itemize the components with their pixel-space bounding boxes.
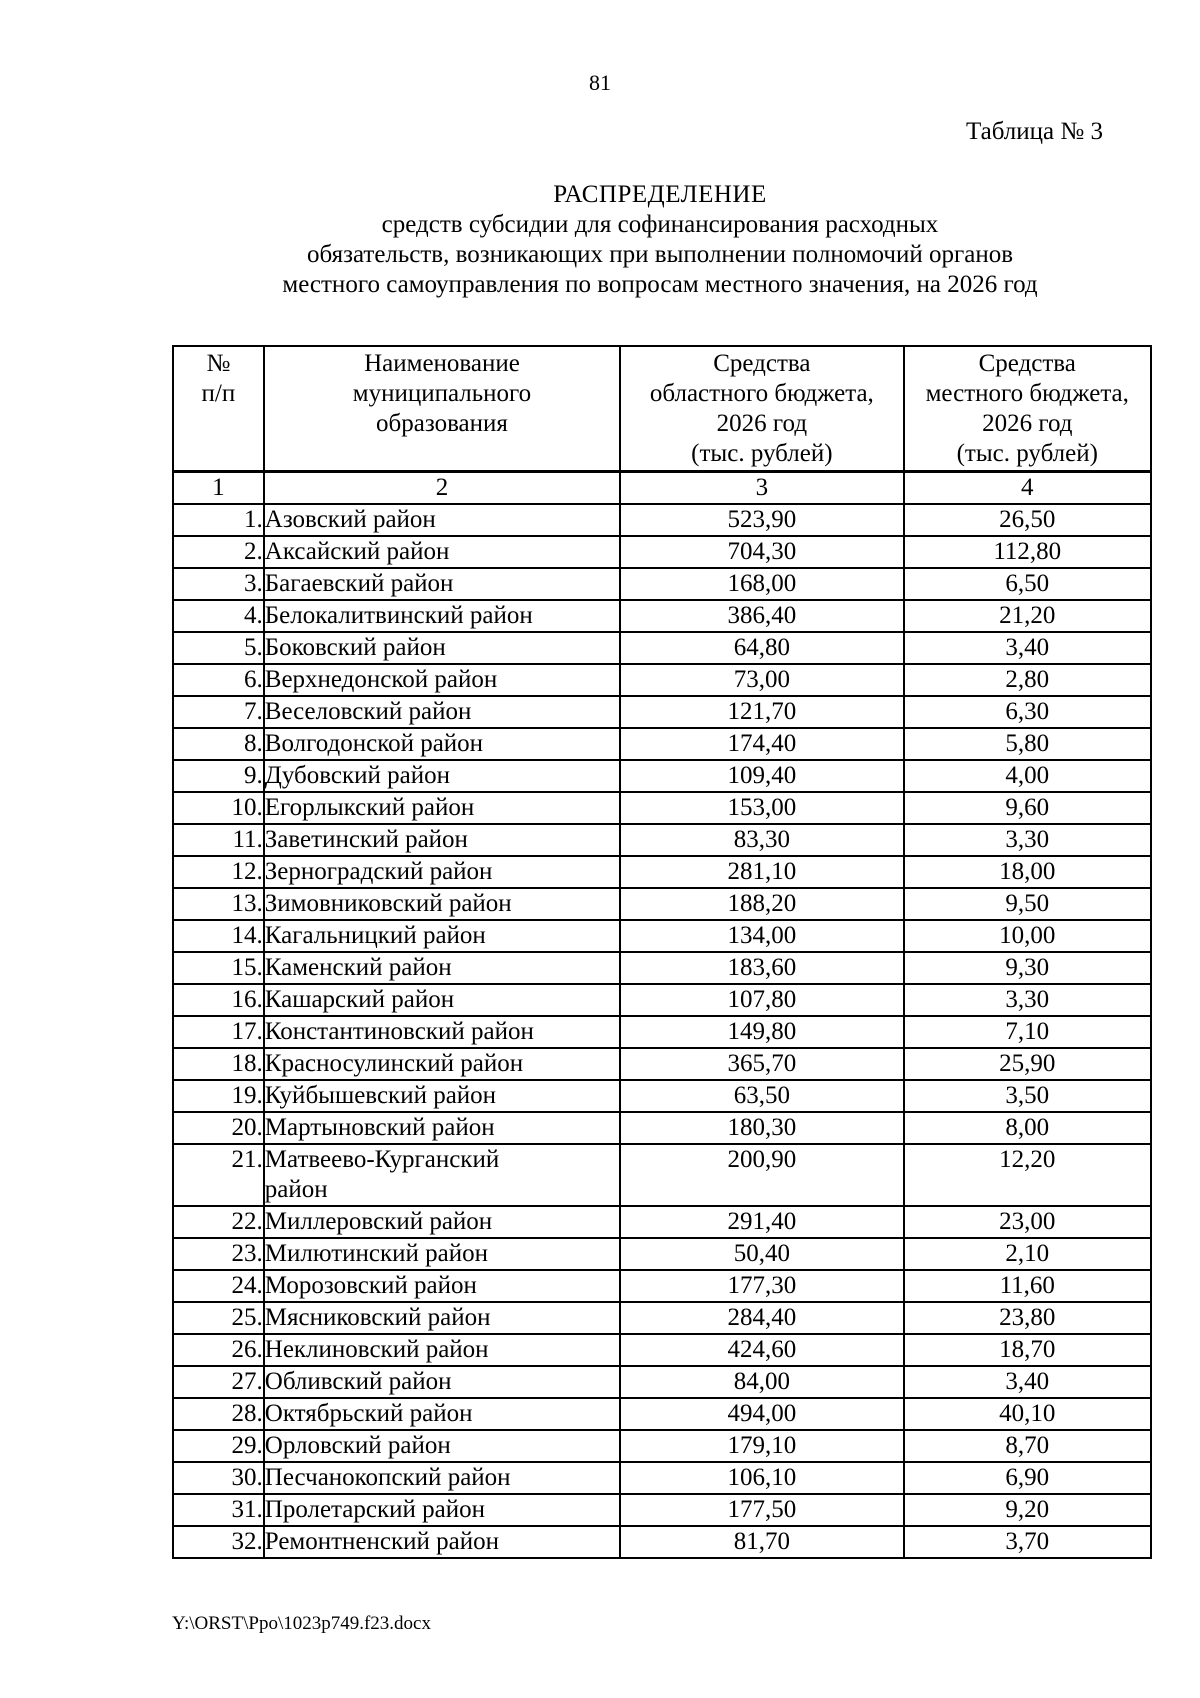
municipality-name xyxy=(264,1494,620,1526)
local-budget-value: 10,00 xyxy=(904,920,1151,952)
local-budget-value: 3,30 xyxy=(904,984,1151,1016)
row-number: 13. xyxy=(173,888,264,920)
column-index: 4 xyxy=(904,472,1151,505)
table-row xyxy=(173,1366,1151,1398)
municipality-name-line: Боковский район xyxy=(264,634,446,661)
municipality-name xyxy=(264,728,620,760)
local-budget-value: 12,20 xyxy=(904,1144,1151,1206)
municipality-name xyxy=(264,536,620,568)
local-budget-value: 6,30 xyxy=(904,696,1151,728)
local-budget-value: 8,70 xyxy=(904,1430,1151,1462)
municipality-name-line: Песчанокопский район xyxy=(264,1464,511,1491)
row-number: 2. xyxy=(173,536,264,568)
municipality-name xyxy=(264,600,620,632)
municipality-name xyxy=(264,824,620,856)
header-municipality: Наименование муниципального образования xyxy=(264,346,620,472)
table-row xyxy=(173,1398,1151,1430)
column-index: 1 xyxy=(173,472,264,505)
municipality-name-line: Миллеровский район xyxy=(264,1208,493,1235)
municipality-name-line: Милютинский район xyxy=(264,1240,488,1267)
municipality-name-line: Константиновский район xyxy=(264,1018,534,1045)
row-number: 8. xyxy=(173,728,264,760)
municipality-name-line: район xyxy=(264,1176,328,1203)
row-number: 10. xyxy=(173,792,264,824)
footer-file-path: Y:\ORST\Ppo\1023p749.f23.docx xyxy=(172,1613,431,1634)
row-number: 16. xyxy=(173,984,264,1016)
municipality-name-line: Егорлыкский район xyxy=(264,794,475,821)
regional-budget-value: 365,70 xyxy=(620,1048,903,1080)
row-number: 24. xyxy=(173,1270,264,1302)
table-row xyxy=(173,760,1151,792)
local-budget-value: 18,70 xyxy=(904,1334,1151,1366)
local-budget-value: 4,00 xyxy=(904,760,1151,792)
table-header-row xyxy=(173,346,1151,472)
row-number: 20. xyxy=(173,1112,264,1144)
local-budget-value: 3,50 xyxy=(904,1080,1151,1112)
regional-budget-value: 200,90 xyxy=(620,1144,903,1206)
regional-budget-value: 281,10 xyxy=(620,856,903,888)
row-number: 22. xyxy=(173,1206,264,1238)
title-line-3: местного самоуправления по вопросам местного значения, на 2026 год xyxy=(282,271,1038,298)
municipality-name xyxy=(264,952,620,984)
municipality-name-line: Орловский район xyxy=(264,1432,451,1459)
municipality-name xyxy=(264,1270,620,1302)
municipality-name-line: Мясниковский район xyxy=(264,1304,491,1331)
row-number: 5. xyxy=(173,632,264,664)
local-budget-value: 7,10 xyxy=(904,1016,1151,1048)
table-row xyxy=(173,504,1151,536)
table-row xyxy=(173,664,1151,696)
regional-budget-value: 424,60 xyxy=(620,1334,903,1366)
municipality-name xyxy=(264,568,620,600)
regional-budget-value: 523,90 xyxy=(620,504,903,536)
regional-budget-value: 109,40 xyxy=(620,760,903,792)
local-budget-value: 40,10 xyxy=(904,1398,1151,1430)
local-budget-value: 23,80 xyxy=(904,1302,1151,1334)
municipality-name xyxy=(264,1144,620,1206)
municipality-name-line: Дубовский район xyxy=(264,762,450,789)
regional-budget-value: 188,20 xyxy=(620,888,903,920)
table-row xyxy=(173,1462,1151,1494)
local-budget-value: 9,30 xyxy=(904,952,1151,984)
header-regional-budget: Средства областного бюджета, 2026 год (тыс. рублей) xyxy=(620,346,903,472)
municipality-name-line: Волгодонской район xyxy=(264,730,484,757)
regional-budget-value: 149,80 xyxy=(620,1016,903,1048)
municipality-name-line: Каменский район xyxy=(264,954,452,981)
regional-budget-value: 180,30 xyxy=(620,1112,903,1144)
table-row xyxy=(173,696,1151,728)
municipality-name xyxy=(264,1334,620,1366)
municipality-name-line: Неклиновский район xyxy=(264,1336,489,1363)
table-row xyxy=(173,600,1151,632)
municipality-name xyxy=(264,664,620,696)
municipality-name-line: Куйбышевский район xyxy=(264,1082,497,1109)
municipality-name-line: Белокалитвинский район xyxy=(264,602,533,629)
local-budget-value: 26,50 xyxy=(904,504,1151,536)
row-number: 12. xyxy=(173,856,264,888)
regional-budget-value: 179,10 xyxy=(620,1430,903,1462)
municipality-name-line: Зерноградский район xyxy=(264,858,493,885)
distribution-table xyxy=(172,345,1152,1559)
municipality-name xyxy=(264,1206,620,1238)
document-title xyxy=(160,180,1160,300)
local-budget-value: 2,10 xyxy=(904,1238,1151,1270)
municipality-name xyxy=(264,1016,620,1048)
regional-budget-value: 168,00 xyxy=(620,568,903,600)
row-number: 25. xyxy=(173,1302,264,1334)
table-row xyxy=(173,1238,1151,1270)
regional-budget-value: 177,50 xyxy=(620,1494,903,1526)
regional-budget-value: 107,80 xyxy=(620,984,903,1016)
row-number: 15. xyxy=(173,952,264,984)
municipality-name-line: Пролетарский район xyxy=(264,1496,485,1523)
regional-budget-value: 63,50 xyxy=(620,1080,903,1112)
table-row xyxy=(173,1494,1151,1526)
municipality-name xyxy=(264,1398,620,1430)
municipality-name xyxy=(264,1430,620,1462)
regional-budget-value: 121,70 xyxy=(620,696,903,728)
municipality-name-line: Заветинский район xyxy=(264,826,468,853)
table-label: Таблица № 3 xyxy=(965,118,1103,145)
municipality-name-line: Морозовский район xyxy=(264,1272,477,1299)
municipality-name-line: Зимовниковский район xyxy=(264,890,512,917)
table-row xyxy=(173,984,1151,1016)
table-row xyxy=(173,856,1151,888)
local-budget-value: 9,50 xyxy=(904,888,1151,920)
table-row xyxy=(173,824,1151,856)
title-line-2: обязательств, возникающих при выполнении полномочий органов xyxy=(306,241,1014,268)
municipality-name xyxy=(264,1238,620,1270)
table-row xyxy=(173,1048,1151,1080)
local-budget-value: 8,00 xyxy=(904,1112,1151,1144)
table-row xyxy=(173,568,1151,600)
table-row xyxy=(173,1430,1151,1462)
municipality-name-line: Ремонтненский район xyxy=(264,1528,500,1555)
row-number: 18. xyxy=(173,1048,264,1080)
local-budget-value: 11,60 xyxy=(904,1270,1151,1302)
regional-budget-value: 81,70 xyxy=(620,1526,903,1558)
local-budget-value: 9,60 xyxy=(904,792,1151,824)
municipality-name xyxy=(264,1462,620,1494)
table-row xyxy=(173,888,1151,920)
column-index-row xyxy=(173,472,1151,505)
table-row xyxy=(173,632,1151,664)
local-budget-value: 23,00 xyxy=(904,1206,1151,1238)
municipality-name-line: Красносулинский район xyxy=(264,1050,524,1077)
regional-budget-value: 83,30 xyxy=(620,824,903,856)
regional-budget-value: 134,00 xyxy=(620,920,903,952)
municipality-name xyxy=(264,1526,620,1558)
column-index: 2 xyxy=(264,472,620,505)
table-row xyxy=(173,920,1151,952)
row-number: 11. xyxy=(173,824,264,856)
page-number: 81 xyxy=(589,70,611,95)
regional-budget-value: 704,30 xyxy=(620,536,903,568)
local-budget-value: 6,90 xyxy=(904,1462,1151,1494)
regional-budget-value: 284,40 xyxy=(620,1302,903,1334)
table-row xyxy=(173,1016,1151,1048)
municipality-name xyxy=(264,1302,620,1334)
column-index: 3 xyxy=(620,472,903,505)
local-budget-value: 3,70 xyxy=(904,1526,1151,1558)
municipality-name xyxy=(264,920,620,952)
regional-budget-value: 174,40 xyxy=(620,728,903,760)
municipality-name-line: Аксайский район xyxy=(264,538,450,565)
municipality-name xyxy=(264,1366,620,1398)
municipality-name-line: Матвеево-Курганский xyxy=(264,1146,500,1173)
row-number: 4. xyxy=(173,600,264,632)
row-number: 21. xyxy=(173,1144,264,1206)
local-budget-value: 112,80 xyxy=(904,536,1151,568)
regional-budget-value: 291,40 xyxy=(620,1206,903,1238)
title-main: РАСПРЕДЕЛЕНИЕ xyxy=(553,181,767,208)
municipality-name xyxy=(264,1080,620,1112)
row-number: 19. xyxy=(173,1080,264,1112)
regional-budget-value: 64,80 xyxy=(620,632,903,664)
table-row xyxy=(173,1270,1151,1302)
regional-budget-value: 183,60 xyxy=(620,952,903,984)
municipality-name-line: Багаевский район xyxy=(264,570,454,597)
row-number: 26. xyxy=(173,1334,264,1366)
municipality-name-line: Обливский район xyxy=(264,1368,452,1395)
row-number: 17. xyxy=(173,1016,264,1048)
regional-budget-value: 153,00 xyxy=(620,792,903,824)
table-row xyxy=(173,728,1151,760)
regional-budget-value: 73,00 xyxy=(620,664,903,696)
row-number: 23. xyxy=(173,1238,264,1270)
municipality-name xyxy=(264,856,620,888)
regional-budget-value: 50,40 xyxy=(620,1238,903,1270)
row-number: 31. xyxy=(173,1494,264,1526)
municipality-name xyxy=(264,1112,620,1144)
local-budget-value: 3,40 xyxy=(904,1366,1151,1398)
municipality-name-line: Верхнедонской район xyxy=(264,666,498,693)
municipality-name xyxy=(264,632,620,664)
table-row xyxy=(173,1144,1151,1206)
row-number: 14. xyxy=(173,920,264,952)
local-budget-value: 3,40 xyxy=(904,632,1151,664)
table-row xyxy=(173,1206,1151,1238)
municipality-name-line: Октябрьский район xyxy=(264,1400,473,1427)
table-row xyxy=(173,1334,1151,1366)
local-budget-value: 21,20 xyxy=(904,600,1151,632)
municipality-name-line: Кагальницкий район xyxy=(264,922,486,949)
title-line-1: средств субсидии для софинансирования расходных xyxy=(381,211,939,238)
regional-budget-value: 84,00 xyxy=(620,1366,903,1398)
row-number: 30. xyxy=(173,1462,264,1494)
row-number: 7. xyxy=(173,696,264,728)
row-number: 3. xyxy=(173,568,264,600)
row-number: 29. xyxy=(173,1430,264,1462)
row-number: 1. xyxy=(173,504,264,536)
table-row xyxy=(173,1302,1151,1334)
row-number: 32. xyxy=(173,1526,264,1558)
header-local-budget: Средства местного бюджета, 2026 год (тыс. рублей) xyxy=(904,346,1151,472)
municipality-name-line: Кашарский район xyxy=(264,986,455,1013)
table-row xyxy=(173,1080,1151,1112)
municipality-name xyxy=(264,760,620,792)
local-budget-value: 2,80 xyxy=(904,664,1151,696)
table-row xyxy=(173,536,1151,568)
row-number: 6. xyxy=(173,664,264,696)
municipality-name xyxy=(264,984,620,1016)
local-budget-value: 9,20 xyxy=(904,1494,1151,1526)
table-row xyxy=(173,952,1151,984)
regional-budget-value: 177,30 xyxy=(620,1270,903,1302)
table-row xyxy=(173,1112,1151,1144)
regional-budget-value: 386,40 xyxy=(620,600,903,632)
row-number: 9. xyxy=(173,760,264,792)
regional-budget-value: 106,10 xyxy=(620,1462,903,1494)
row-number: 28. xyxy=(173,1398,264,1430)
table-row xyxy=(173,1526,1151,1558)
municipality-name xyxy=(264,504,620,536)
municipality-name xyxy=(264,1048,620,1080)
municipality-name-line: Веселовский район xyxy=(264,698,472,725)
municipality-name xyxy=(264,792,620,824)
local-budget-value: 18,00 xyxy=(904,856,1151,888)
row-number: 27. xyxy=(173,1366,264,1398)
regional-budget-value: 494,00 xyxy=(620,1398,903,1430)
municipality-name xyxy=(264,888,620,920)
local-budget-value: 5,80 xyxy=(904,728,1151,760)
local-budget-value: 3,30 xyxy=(904,824,1151,856)
header-number: № п/п xyxy=(173,346,264,472)
municipality-name-line: Азовский район xyxy=(264,506,436,533)
municipality-name-line: Мартыновский район xyxy=(264,1114,495,1141)
table-row xyxy=(173,792,1151,824)
municipality-name xyxy=(264,696,620,728)
local-budget-value: 25,90 xyxy=(904,1048,1151,1080)
local-budget-value: 6,50 xyxy=(904,568,1151,600)
